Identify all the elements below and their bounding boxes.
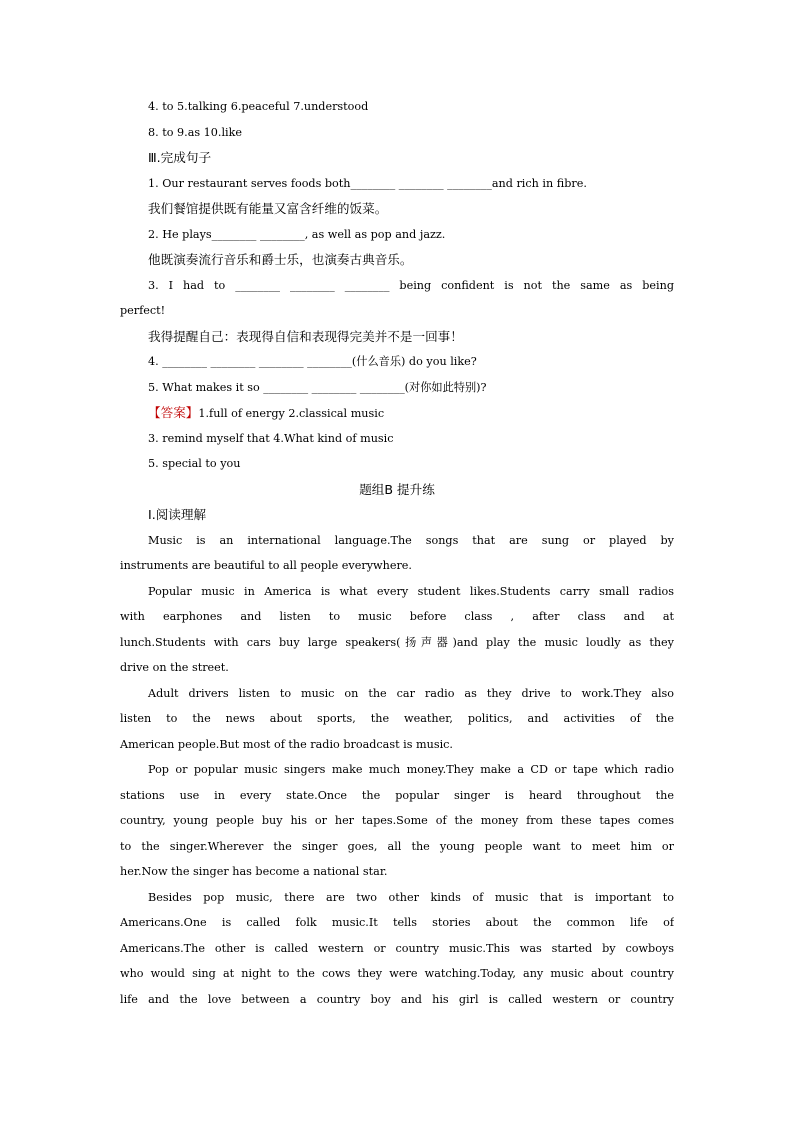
question-3-cont: perfect! <box>120 304 166 317</box>
answer-block <box>120 400 674 426</box>
section-title: Ⅲ.完成句子 <box>148 150 212 165</box>
question-2: 2. He plays________ ________, as well as pop and jazz. <box>148 227 446 241</box>
passage-line: country, young people buy his or her tapes.Some of the money from these tapes comes <box>120 814 674 827</box>
passage-line: listen to the news about sports, the weather, politics, and activities of the <box>120 712 674 725</box>
question-5: 5. What makes it so ________ ________ ________(对你如此特别)? <box>148 380 487 394</box>
question-3-translation: 我得提醒自己：表现得自信和表现得完美并不是一回事！ <box>148 328 463 344</box>
question-1: 1. Our restaurant serves foods both________ ________ ________and rich in fibre. <box>148 176 587 190</box>
group-title: 题组B 提升练 <box>359 481 435 497</box>
passage-line: Adult drivers listen to music on the car radio as they drive to work.They also <box>148 686 674 700</box>
passage-line: American people.But most of the radio broadcast is music. <box>120 737 453 751</box>
question-4: 4. ________ ________ ________ ________(什么音乐) do you like? <box>148 355 477 368</box>
answer-line: 4. to 5.talking 6.peaceful 7.understood <box>148 100 369 113</box>
passage-line: who would sing at night to the cows they were watching.Today, any music about country <box>120 967 674 980</box>
passage-line: life and the love between a country boy and his girl is called western or country <box>120 992 674 1006</box>
passage-line: Americans.One is called folk music.It tells stories about the common life of <box>120 916 674 929</box>
answer-label: 【答案】 <box>148 405 199 420</box>
passage-line: Besides pop music, there are two other kinds of music that is important to <box>148 890 674 904</box>
passage-line: drive on the street. <box>120 661 229 674</box>
passage-line: to the singer.Wherever the singer goes, all the young people want to meet him or <box>120 839 674 853</box>
passage-line: Pop or popular music singers make much money.They make a CD or tape which radio <box>148 763 674 776</box>
passage-line: lunch.Students with cars buy large speakers(扬声器)and play the music loudly as they <box>120 635 674 649</box>
passage-line: stations use in every state.Once the popular singer is heard throughout the <box>120 788 674 802</box>
passage-line: her.Now the singer has become a national star. <box>120 865 388 878</box>
passage-line: Music is an international language.The songs that are sung or played by <box>148 533 674 547</box>
passage-line: Americans.The other is called western or country music.This was started by cowboys <box>120 941 674 955</box>
document-page <box>120 94 674 1012</box>
passage-line: instruments are beautiful to all people everywhere. <box>120 559 412 572</box>
section-title: Ⅰ.阅读理解 <box>148 507 207 522</box>
answer-line: 3. remind myself that 4.What kind of music <box>148 431 394 445</box>
question-1-translation: 我们餐馆提供既有能量又富含纤维的饭菜。 <box>148 201 388 216</box>
passage-line: Popular music in America is what every student likes.Students carry small radios <box>148 584 674 598</box>
answer-line: 8. to 9.as 10.like <box>148 125 243 139</box>
question-3: 3. I had to ________ ________ ________ being confident is not the same as being <box>148 278 674 292</box>
question-2-translation: 他既演奏流行音乐和爵士乐，也演奏古典音乐。 <box>148 252 413 267</box>
answer-line: 5. special to you <box>148 457 241 470</box>
answer-text: 1.full of energy 2.classical music <box>198 407 385 420</box>
passage-line: with earphones and listen to music before class , after class and at <box>120 610 674 623</box>
